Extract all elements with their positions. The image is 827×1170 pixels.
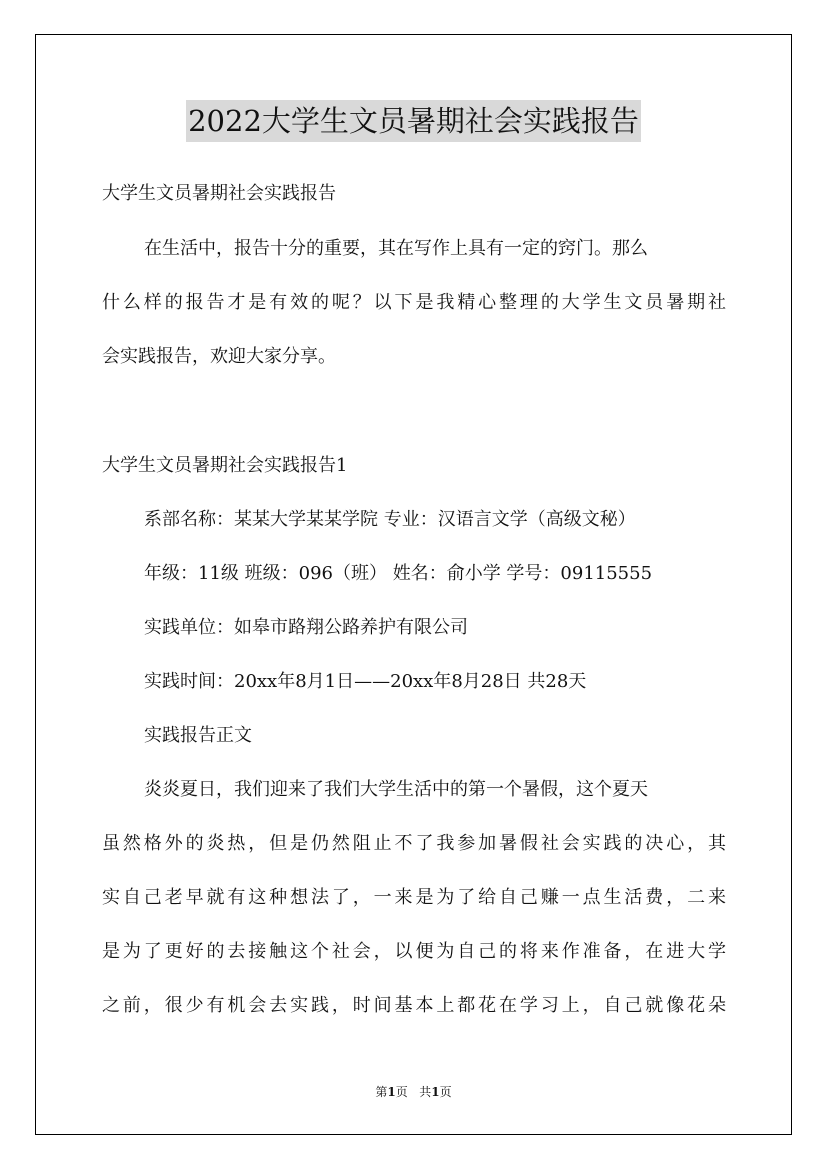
info-grade-class: 年级：11级 班级：096（班） 姓名：俞小学 学号：09115555 — [144, 563, 653, 584]
report-body-heading: 实践报告正文 — [144, 725, 252, 746]
info-practice-unit: 实践单位：如皋市路翔公路养护有限公司 — [144, 617, 468, 638]
page-number: 1 — [387, 1085, 396, 1099]
page-footer — [0, 1084, 827, 1100]
page-label-prefix: 第 — [375, 1085, 388, 1099]
body-line-2: 虽然格外的炎热，但是仍然阻止不了我参加暑假社会实践的决心，其 — [102, 833, 726, 854]
title-container — [0, 100, 827, 142]
document-subtitle: 大学生文员暑期社会实践报告 — [102, 183, 336, 204]
total-pages: 1 — [431, 1085, 440, 1099]
total-label-prefix: 共 — [419, 1085, 432, 1099]
body-line-1: 炎炎夏日，我们迎来了我们大学生活中的第一个暑假，这个夏天 — [144, 779, 648, 800]
intro-line-3: 会实践报告，欢迎大家分享。 — [102, 346, 336, 367]
section-heading: 大学生文员暑期社会实践报告1 — [102, 455, 348, 476]
document-title: 2022大学生文员暑期社会实践报告 — [186, 100, 641, 142]
info-department: 系部名称：某某大学某某学院 专业：汉语言文学（高级文秘） — [144, 509, 636, 530]
intro-line-1: 在生活中，报告十分的重要，其在写作上具有一定的窍门。那么 — [144, 238, 648, 259]
info-practice-time: 实践时间：20xx年8月1日——20xx年8月28日 共28天 — [144, 671, 587, 692]
body-line-3: 实自己老早就有这种想法了，一来是为了给自己赚一点生活费，二来 — [102, 887, 726, 908]
page-label-suffix: 页 — [395, 1085, 408, 1099]
body-line-5: 之前，很少有机会去实践，时间基本上都花在学习上，自己就像花朵 — [102, 995, 726, 1016]
body-line-4: 是为了更好的去接触这个社会，以便为自己的将来作准备，在进大学 — [102, 941, 726, 962]
total-label-suffix: 页 — [439, 1085, 452, 1099]
intro-line-2: 什么样的报告才是有效的呢？以下是我精心整理的大学生文员暑期社 — [102, 292, 726, 313]
